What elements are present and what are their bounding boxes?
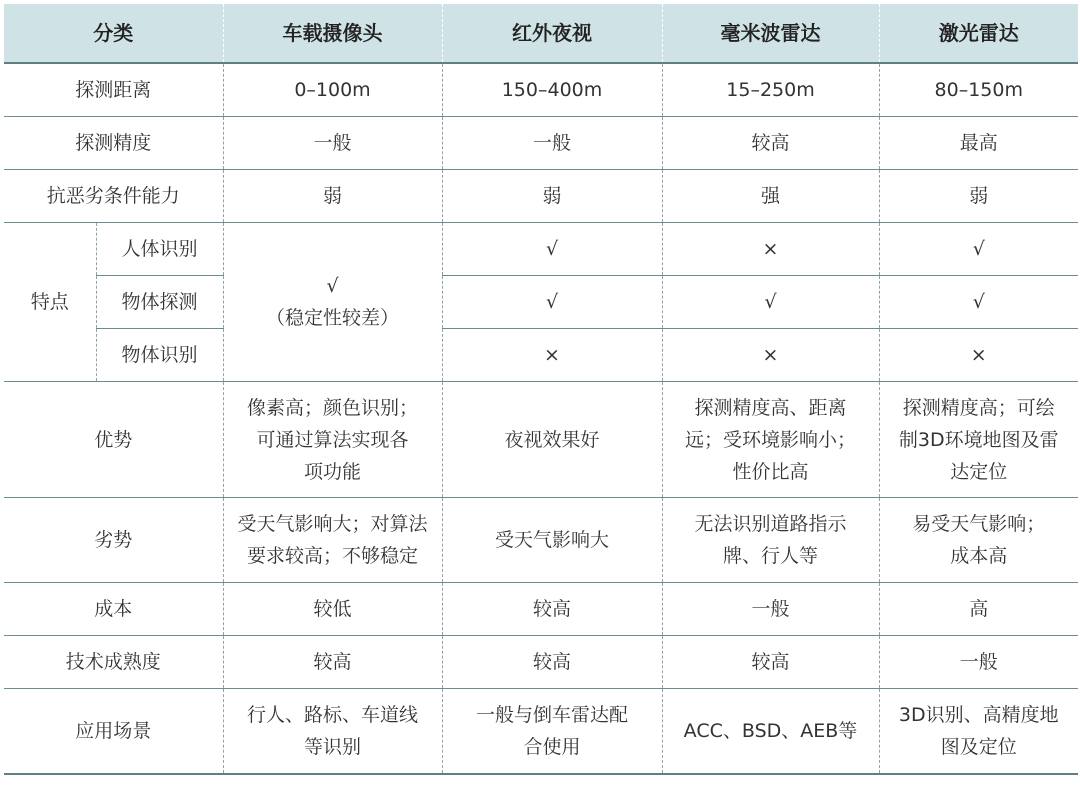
row-feature-object-detect: [4, 276, 1078, 329]
cell-multiline: [879, 498, 1078, 583]
line: 性价比高: [732, 460, 809, 483]
cell-multiline: [662, 689, 879, 775]
row-maturity: [4, 636, 1078, 689]
cell-value: 0–100m: [223, 63, 442, 117]
row-label: 探测距离: [4, 63, 223, 117]
camera-features-cell: [223, 223, 442, 382]
line: 成本高: [950, 545, 1008, 567]
row-label: 应用场景: [4, 689, 223, 775]
sub-label: 物体识别: [96, 329, 223, 382]
cell-value: ×: [662, 223, 879, 276]
cell-value: 较高: [223, 636, 442, 689]
line: 探测精度高；可绘: [902, 396, 1055, 419]
line: 合使用: [523, 736, 581, 758]
line: 要求较高；不够稳定: [246, 545, 418, 567]
sensor-comparison-table: [4, 4, 1078, 775]
row-label: 劣势: [4, 498, 223, 583]
cell-value: ×: [442, 329, 662, 382]
row-advantages: [4, 382, 1078, 498]
header-camera: 车载摄像头: [223, 4, 442, 63]
cell-value: 一般: [442, 117, 662, 170]
row-precision: [4, 117, 1078, 170]
header-row: [4, 4, 1078, 63]
cell-value: 150–400m: [442, 63, 662, 117]
cell-value: 弱: [879, 170, 1078, 223]
row-range: [4, 63, 1078, 117]
sub-label: 人体识别: [96, 223, 223, 276]
cell-value: √: [879, 276, 1078, 329]
cell-multiline: [662, 498, 879, 583]
line: 夜视效果好: [504, 428, 600, 451]
row-label: 优势: [4, 382, 223, 498]
cell-multiline: [223, 498, 442, 583]
header-lidar: 激光雷达: [879, 4, 1078, 63]
cell-multiline: [879, 689, 1078, 775]
cell-value: 较高: [662, 117, 879, 170]
line: 行人、路标、车道线: [246, 704, 418, 726]
cell-value: 较高: [442, 636, 662, 689]
cell-value: ×: [662, 329, 879, 382]
row-label: 技术成熟度: [4, 636, 223, 689]
row-weather-resistance: [4, 170, 1078, 223]
line: 图及定位: [940, 736, 1017, 758]
row-feature-object-recognize: [4, 329, 1078, 382]
cell-value: 一般: [223, 117, 442, 170]
line: 3D识别、高精度地: [898, 704, 1059, 726]
cell-multiline: [442, 382, 662, 498]
line: 探测精度高、距离: [694, 396, 847, 419]
line: 牌、行人等: [722, 545, 818, 567]
line: 一般与倒车雷达配: [475, 704, 628, 726]
cell-value: 一般: [662, 583, 879, 636]
features-label: 特点: [4, 223, 96, 382]
cell-value: 较高: [662, 636, 879, 689]
cell-value: 一般: [879, 636, 1078, 689]
row-label: 成本: [4, 583, 223, 636]
cell-value: 强: [662, 170, 879, 223]
row-applications: [4, 689, 1078, 775]
line: 像素高；颜色识别；: [246, 396, 418, 419]
header-mmwave-radar: 毫米波雷达: [662, 4, 879, 63]
cell-multiline: [442, 689, 662, 775]
line: 远；受环境影响小；: [684, 428, 856, 451]
cell-value: 15–250m: [662, 63, 879, 117]
cell-multiline: [442, 498, 662, 583]
line: 制3D环境地图及雷: [898, 428, 1059, 451]
cell-multiline: [662, 382, 879, 498]
line: 可通过算法实现各: [256, 428, 409, 451]
cell-value: 较低: [223, 583, 442, 636]
line: 易受天气影响；: [912, 513, 1046, 535]
row-disadvantages: [4, 498, 1078, 583]
line: 项功能: [303, 460, 361, 483]
row-cost: [4, 583, 1078, 636]
cell-multiline: [223, 689, 442, 775]
row-label: 探测精度: [4, 117, 223, 170]
cell-value: √: [442, 223, 662, 276]
line: ACC、BSD、AEB等: [683, 720, 858, 742]
cell-value: √: [879, 223, 1078, 276]
cell-value: 80–150m: [879, 63, 1078, 117]
cell-value: 弱: [442, 170, 662, 223]
line: 无法识别道路指示: [694, 513, 847, 535]
cell-value: 高: [879, 583, 1078, 636]
header-category: 分类: [4, 4, 223, 63]
line: 等识别: [303, 736, 361, 758]
line: 受天气影响大: [494, 529, 609, 551]
line: 达定位: [950, 460, 1008, 483]
check-mark: √: [326, 275, 339, 297]
header-infrared: 红外夜视: [442, 4, 662, 63]
cell-multiline: [879, 382, 1078, 498]
cell-multiline: [223, 382, 442, 498]
sub-label: 物体探测: [96, 276, 223, 329]
cell-value: 最高: [879, 117, 1078, 170]
camera-note: （稳定性较差）: [265, 307, 399, 329]
cell-value: ×: [879, 329, 1078, 382]
cell-value: √: [442, 276, 662, 329]
cell-value: 弱: [223, 170, 442, 223]
row-label: 抗恶劣条件能力: [4, 170, 223, 223]
cell-value: √: [662, 276, 879, 329]
cell-value: 较高: [442, 583, 662, 636]
line: 受天气影响大；对算法: [237, 513, 428, 535]
row-feature-human: [4, 223, 1078, 276]
